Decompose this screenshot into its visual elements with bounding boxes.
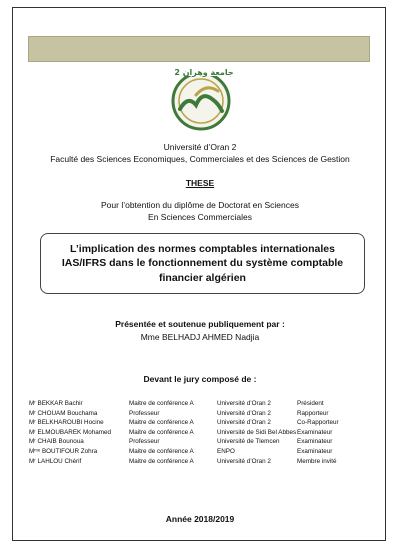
jury-member-name: Mᵐᵉ BOUTIFOUR Zohra	[29, 447, 98, 455]
jury-member-institution: Université d’Oran 2	[217, 409, 271, 417]
logo-text: جامعة وهران 2	[174, 68, 234, 77]
jury-member-grade: Maitre de conférence A	[129, 400, 194, 407]
presented-by-label: Présentée et soutenue publiquement par :	[115, 319, 285, 329]
jury-row	[29, 457, 349, 467]
header-band	[28, 36, 370, 62]
jury-member-institution: Université d’Oran 2	[217, 400, 271, 407]
jury-member-grade: Maitre de conférence A	[129, 447, 194, 455]
jury-member-grade: Maitre de conférence A	[129, 428, 194, 436]
thesis-title-line-3: financier algérien	[159, 271, 246, 284]
jury-member-role: Examinateur	[297, 428, 333, 436]
university-logo	[166, 65, 236, 133]
thesis-title-line-1: L’implication des normes comptables internationales	[70, 242, 335, 255]
academic-year: Année 2018/2019	[165, 514, 235, 524]
jury-member-role: Président	[297, 400, 324, 407]
jury-row	[29, 418, 349, 428]
faculty-name: Faculté des Sciences Economiques, Commerciales et des Sciences de Gestion	[50, 154, 350, 164]
jury-member-institution: Université d’Oran 2	[217, 457, 271, 465]
university-name: Université d’Oran 2	[163, 142, 237, 152]
jury-row	[29, 399, 349, 409]
jury-member-role: Co-Rapporteur	[297, 419, 339, 427]
jury-member-role: Membre invité	[297, 457, 337, 465]
jury-member-institution: Université d’Oran 2	[217, 419, 271, 427]
jury-heading: Devant le jury composé de :	[143, 374, 257, 384]
jury-row	[29, 409, 349, 419]
jury-member-grade: Maitre de conférence A	[129, 419, 194, 427]
jury-member-name: Mʳ BEKKAR Bachir	[29, 400, 83, 407]
jury-member-role: Examinateur	[297, 447, 333, 455]
thesis-title-box	[40, 233, 365, 294]
author-name: Mme BELHADJ AHMED Nadjia	[140, 332, 260, 342]
jury-table	[29, 399, 349, 466]
degree-line-1: Pour l’obtention du diplôme de Doctorat en Sciences	[101, 200, 299, 210]
thesis-title-line-2: IAS/IFRS dans le fonctionnement du système comptable	[61, 257, 344, 270]
jury-member-institution: ENPO	[217, 447, 235, 455]
jury-member-grade: Professeur	[129, 438, 160, 446]
jury-member-name: Mʳ CHOUAM Bouchama	[29, 409, 98, 417]
jury-row	[29, 447, 349, 457]
jury-row	[29, 428, 349, 438]
jury-member-role: Rapporteur	[297, 409, 329, 417]
jury-member-grade: Professeur	[129, 409, 160, 417]
jury-member-institution: Université de Sidi Bel Abbes	[217, 428, 297, 436]
jury-member-institution: Université de Tlemcen	[217, 438, 280, 446]
document-type: THESE	[185, 178, 215, 188]
jury-member-name: Mʳ ELMOUBAREK Mohamed	[29, 428, 111, 436]
jury-row	[29, 437, 349, 447]
jury-member-name: Mʳ CHAIB Bounoua	[29, 438, 84, 446]
degree-line-2: En Sciences Commerciales	[148, 212, 252, 222]
jury-member-name: Mʳ BELKHAROUBI Hocine	[29, 419, 104, 427]
jury-member-role: Examinateur	[297, 438, 333, 446]
jury-member-name: Mʳ LAHLOU Chérif	[29, 457, 82, 465]
jury-member-grade: Maitre de conférence A	[129, 457, 194, 465]
